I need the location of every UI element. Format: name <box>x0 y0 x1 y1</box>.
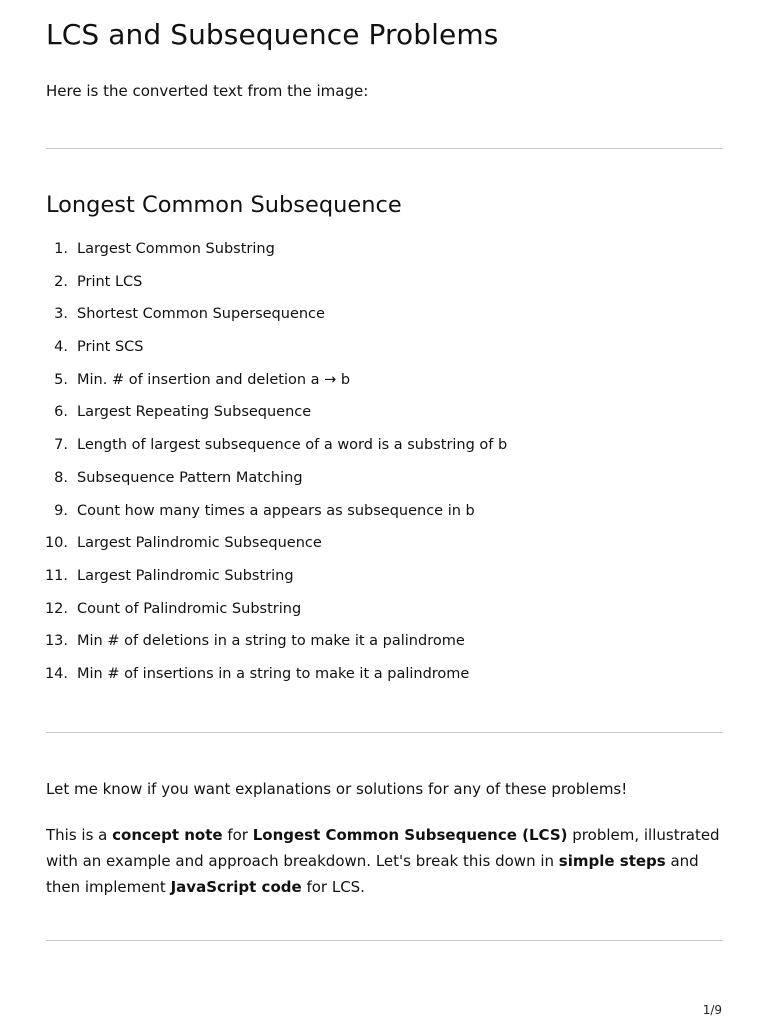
list-item-text: Length of largest subsequence of a word is a substring of b <box>77 437 508 454</box>
note-text-3: problem, illustrated with an example and approach breakdown. Let's break this down in <box>46 826 720 870</box>
list-item-number: 5. <box>54 371 68 388</box>
list-item-number: 2. <box>54 273 68 290</box>
list-item-number: 3. <box>54 306 68 323</box>
list-item-text: Shortest Common Supersequence <box>77 306 325 323</box>
list-item-text: Print SCS <box>77 339 144 356</box>
page-number: 1/9 <box>702 1003 722 1017</box>
list-item-text: Min # of deletions in a string to make it a palindrome <box>77 633 465 650</box>
list-item-number: 10. <box>44 535 68 552</box>
note-text-1: This is a <box>46 826 113 844</box>
divider-top <box>46 148 723 149</box>
list-item-number: 11. <box>44 567 68 584</box>
list-item-text: Print LCS <box>77 273 143 290</box>
list-item-text: Min. # of insertion and deletion a → b <box>77 371 351 388</box>
section-heading: Longest Common Subsequence <box>46 192 402 218</box>
note-bold-simple-steps: simple steps <box>558 852 666 870</box>
list-item-number: 13. <box>44 633 68 650</box>
list-item-number: 7. <box>54 437 68 454</box>
list-item-number: 12. <box>44 600 68 617</box>
note-bold-javascript-code: JavaScript code <box>170 878 302 896</box>
note-bold-lcs: Longest Common Subsequence (LCS) <box>252 826 568 844</box>
list-item-text: Largest Palindromic Subsequence <box>77 535 322 552</box>
list-item-text: Largest Common Substring <box>77 241 275 257</box>
concept-note-paragraph <box>46 822 723 900</box>
note-text-2: for <box>222 826 253 844</box>
closing-text: Let me know if you want explanations or solutions for any of these problems! <box>46 780 628 798</box>
divider-bottom <box>46 940 723 941</box>
note-text-4: and then implement <box>46 852 699 896</box>
list-item-number: 1. <box>54 241 68 257</box>
note-text-5: for LCS. <box>301 878 365 896</box>
list-item-number: 14. <box>44 665 68 682</box>
list-item-text: Largest Repeating Subsequence <box>77 404 312 421</box>
page-title: LCS and Subsequence Problems <box>46 18 499 51</box>
list-item-number: 6. <box>54 404 68 421</box>
intro-text: Here is the converted text from the image: <box>46 82 369 100</box>
list-item-number: 4. <box>54 339 68 356</box>
list-item-text: Count how many times a appears as subsequence in b <box>77 502 475 519</box>
list-item-text: Largest Palindromic Substring <box>77 567 294 584</box>
list-item-number: 8. <box>54 469 68 486</box>
list-item-text: Count of Palindromic Substring <box>77 600 302 617</box>
list-item-text: Min # of insertions in a string to make it a palindrome <box>77 665 470 682</box>
list-item-text: Subsequence Pattern Matching <box>77 469 303 486</box>
note-bold-concept-note: concept note <box>112 826 223 844</box>
list-item-number: 9. <box>54 502 68 519</box>
divider-middle <box>46 732 723 733</box>
